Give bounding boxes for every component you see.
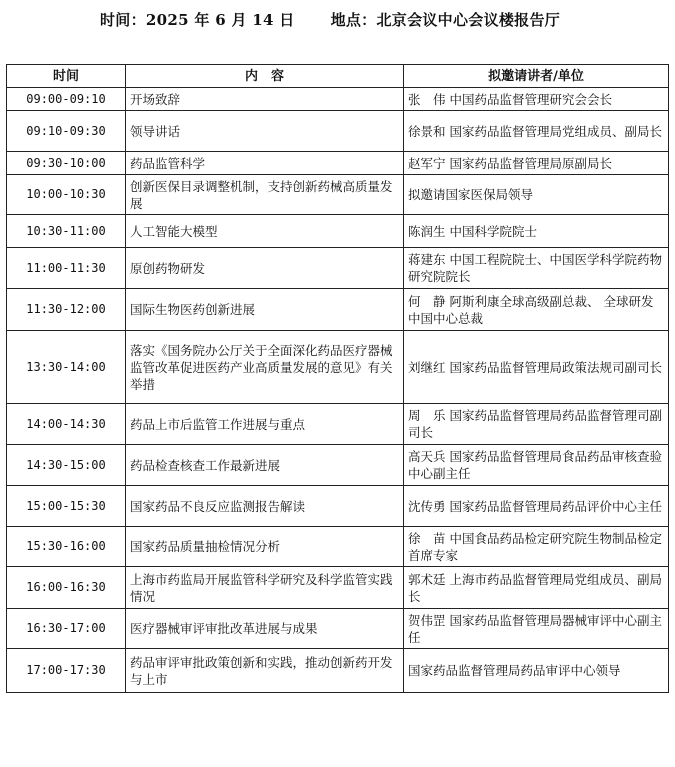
time-cell: 11:30-12:00	[7, 289, 126, 331]
speaker-cell: 刘继红 国家药品监督管理局政策法规司副司长	[404, 331, 669, 404]
speaker-cell: 何 静 阿斯利康全球高级副总裁、 全球研发中国中心总裁	[404, 289, 669, 331]
agenda-table	[6, 64, 669, 693]
column-header-content: 内 容	[126, 65, 404, 88]
time-cell: 09:10-09:30	[7, 111, 126, 152]
time-cell: 17:00-17:30	[7, 649, 126, 693]
content-cell: 创新医保目录调整机制，支持创新药械高质量发展	[126, 175, 404, 215]
time-cell: 10:30-11:00	[7, 215, 126, 248]
time-cell: 16:30-17:00	[7, 609, 126, 649]
speaker-cell: 拟邀请国家医保局领导	[404, 175, 669, 215]
content-cell: 原创药物研发	[126, 248, 404, 289]
time-cell: 16:00-16:30	[7, 567, 126, 609]
content-cell: 领导讲话	[126, 111, 404, 152]
speaker-cell: 陈润生 中国科学院院士	[404, 215, 669, 248]
content-cell: 药品审评审批政策创新和实践，推动创新药开发与上市	[126, 649, 404, 693]
table-row	[7, 445, 669, 486]
time-cell: 15:30-16:00	[7, 527, 126, 567]
speaker-cell: 贺伟罡 国家药品监督管理局器械审评中心副主任	[404, 609, 669, 649]
content-cell: 国家药品不良反应监测报告解读	[126, 486, 404, 527]
page-header	[0, 0, 675, 38]
time-cell: 14:30-15:00	[7, 445, 126, 486]
time-cell: 11:00-11:30	[7, 248, 126, 289]
time-cell: 10:00-10:30	[7, 175, 126, 215]
table-row	[7, 88, 669, 111]
table-row	[7, 111, 669, 152]
content-cell: 开场致辞	[126, 88, 404, 111]
content-cell: 国际生物医药创新进展	[126, 289, 404, 331]
content-cell: 药品上市后监管工作进展与重点	[126, 404, 404, 445]
table-row	[7, 527, 669, 567]
table-header-row	[7, 65, 669, 88]
speaker-cell: 郭术廷 上海市药品监督管理局党组成员、副局长	[404, 567, 669, 609]
speaker-cell: 蒋建东 中国工程院院士、中国医学科学院药物研究院院长	[404, 248, 669, 289]
speaker-cell: 张 伟 中国药品监督管理研究会会长	[404, 88, 669, 111]
content-cell: 上海市药监局开展监管科学研究及科学监管实践情况	[126, 567, 404, 609]
content-cell: 药品检查核查工作最新进展	[126, 445, 404, 486]
time-cell: 14:00-14:30	[7, 404, 126, 445]
table-row	[7, 289, 669, 331]
table-row	[7, 486, 669, 527]
content-cell: 国家药品质量抽检情况分析	[126, 527, 404, 567]
location-label: 地点：北京会议中心会议楼报告厅	[330, 10, 561, 29]
table-row	[7, 175, 669, 215]
column-header-time: 时间	[7, 65, 126, 88]
time-cell: 15:00-15:30	[7, 486, 126, 527]
speaker-cell: 周 乐 国家药品监督管理局药品监督管理司副司长	[404, 404, 669, 445]
table-row	[7, 567, 669, 609]
column-header-speaker: 拟邀请讲者/单位	[404, 65, 669, 88]
table-row	[7, 609, 669, 649]
table-row	[7, 215, 669, 248]
date-label: 时间：2025 年 6 月 14 日	[100, 10, 295, 29]
time-cell: 09:30-10:00	[7, 152, 126, 175]
speaker-cell: 沈传勇 国家药品监督管理局药品评价中心主任	[404, 486, 669, 527]
agenda-body	[7, 88, 669, 693]
speaker-cell: 赵军宁 国家药品监督管理局原副局长	[404, 152, 669, 175]
table-row	[7, 649, 669, 693]
content-cell: 医疗器械审评审批改革进展与成果	[126, 609, 404, 649]
table-row	[7, 331, 669, 404]
speaker-cell: 徐景和 国家药品监督管理局党组成员、副局长	[404, 111, 669, 152]
content-cell: 药品监管科学	[126, 152, 404, 175]
table-row	[7, 152, 669, 175]
speaker-cell: 国家药品监督管理局药品审评中心领导	[404, 649, 669, 693]
speaker-cell: 高天兵 国家药品监督管理局食品药品审核查验中心副主任	[404, 445, 669, 486]
time-cell: 09:00-09:10	[7, 88, 126, 111]
content-cell: 落实《国务院办公厅关于全面深化药品医疗器械监管改革促进医药产业高质量发展的意见》有关举措	[126, 331, 404, 404]
table-row	[7, 248, 669, 289]
time-cell: 13:30-14:00	[7, 331, 126, 404]
speaker-cell: 徐 苗 中国食品药品检定研究院生物制品检定首席专家	[404, 527, 669, 567]
table-row	[7, 404, 669, 445]
content-cell: 人工智能大模型	[126, 215, 404, 248]
